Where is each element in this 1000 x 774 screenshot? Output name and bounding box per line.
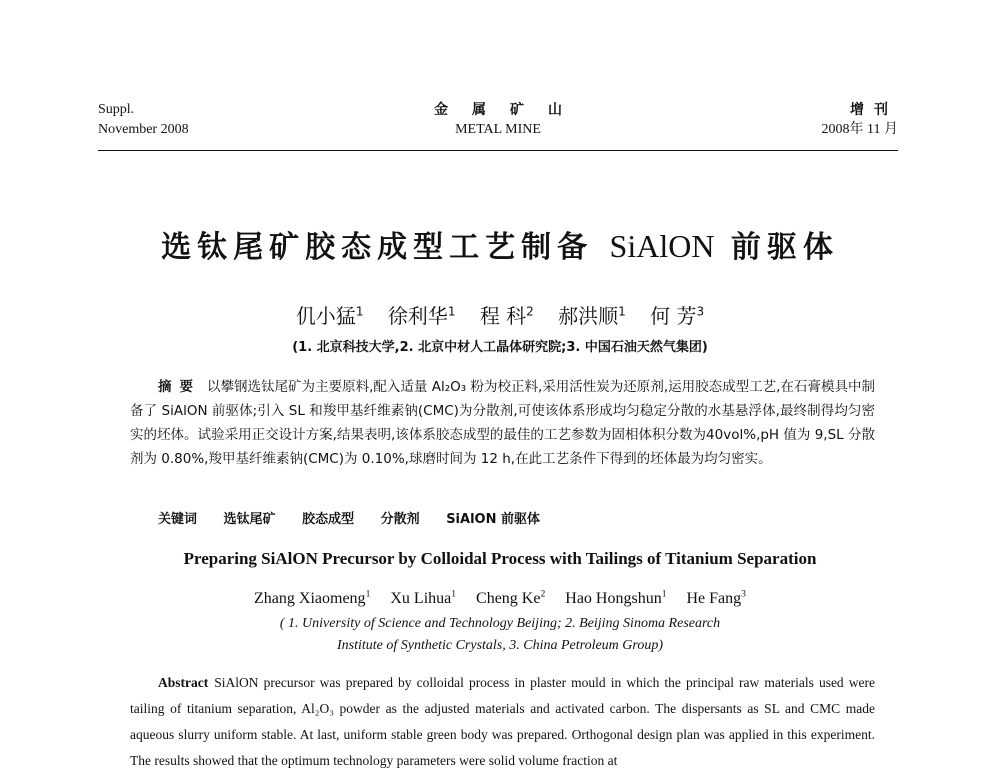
keyword: 分散剂: [380, 512, 420, 527]
keywords-cn: [158, 508, 562, 527]
journal-name-cn: 金属矿山: [434, 102, 586, 118]
keyword: SiAlON 前驱体: [446, 512, 540, 527]
title-english: Preparing SiAlON Precursor by Colloidal Process with Tailings of Titanium Separation: [183, 549, 817, 568]
affiliation-en-line2: Institute of Synthetic Crystals, 3. China Petroleum Group): [337, 638, 663, 653]
author-list-cn: [0, 300, 1000, 329]
author-en: Xu Lihua$^1$: [390, 589, 457, 608]
author-cn: 仉小猛$^1$: [295, 304, 364, 328]
keywords-label: 关键词: [158, 512, 198, 527]
author-cn: 郝洪顺$^1$: [558, 304, 626, 328]
keyword: 选钛尾矿: [223, 512, 276, 527]
affiliation-cn: (1. 北京科技大学,2. 北京中材人工晶体研究院;3. 中国石油天然气集团): [292, 340, 708, 355]
author-en: Zhang Xiaomeng$^1$: [254, 589, 371, 608]
affiliation-en-line1: ( 1. University of Science and Technology Beijing; 2. Beijing Sinoma Research: [279, 616, 721, 631]
abstract-en-text: SiAlON precursor was prepared by colloidal process in plaster mould in which the principal raw materials used were tailing of titanium separation, Al₂O₃ powder as the adjusted materials and activated carbon. The dispersants as SL and CMC made aqueous slurry uniform stable. At last, uniform stable green body was prepared. Orthogonal design plan was applied in this experiment. The results showed that the optimum technology parameters were solid volume fraction at: [130, 675, 875, 768]
title-cn-latin: SiAlON: [609, 228, 715, 264]
author-cn: 程 科$^2$: [479, 304, 534, 328]
header-suppl: Suppl.: [98, 102, 135, 117]
running-header: [98, 100, 898, 151]
author-cn: 徐利华$^1$: [387, 304, 456, 328]
journal-name-en: METAL MINE: [455, 122, 541, 137]
title-cn-tail: 前驱体: [730, 230, 839, 265]
author-cn: 何 芳$^3$: [650, 304, 705, 328]
header-suppl-cn: 增刊: [850, 102, 898, 118]
header-center: [98, 100, 898, 140]
author-list-en: [0, 589, 1000, 608]
author-en: He Fang$^3$: [686, 589, 746, 608]
header-right: [822, 100, 898, 140]
abstract-cn-label: 摘要: [158, 379, 202, 395]
abstract-cn-text: 以攀钢选钛尾矿为主要原料,配入适量 Al₂O₃ 粉为校正料,采用活性炭为还原剂,运用胶态成型工艺,在石膏模具中制备了 SiAlON 前驱体;引入 SL 和羧甲基纤维素钠(CMC)为分散剂,可使该体系形成均匀稳定分散的水基悬浮体,最终制得均匀密实的坯体。试验采用正交设计方案,结果表明,该体系胶态成型的最佳的工艺参数为固相体积分数为40vol%,pH 值为 9,SL 分散剂为 0.80%,羧甲基纤维素钠(CMC)为 0.10%,球磨时间为 12 h,在此工艺条件下得到的坯体最为均匀密实。: [130, 379, 875, 467]
header-date-cn: 2008年 11 月: [821, 122, 898, 137]
keyword: 胶态成型: [302, 512, 355, 527]
title-chinese: [0, 222, 1000, 266]
abstract-en: [130, 670, 875, 774]
affiliation-en: [0, 613, 1000, 657]
author-en: Cheng Ke$^2$: [476, 589, 546, 608]
title-cn-main: 选钛尾矿胶态成型工艺制备: [161, 230, 594, 265]
abstract-en-label: Abstract: [158, 675, 209, 690]
abstract-cn: [130, 375, 875, 471]
author-en: Hao Hongshun$^1$: [565, 589, 667, 608]
header-date-en: November 2008: [98, 122, 189, 137]
